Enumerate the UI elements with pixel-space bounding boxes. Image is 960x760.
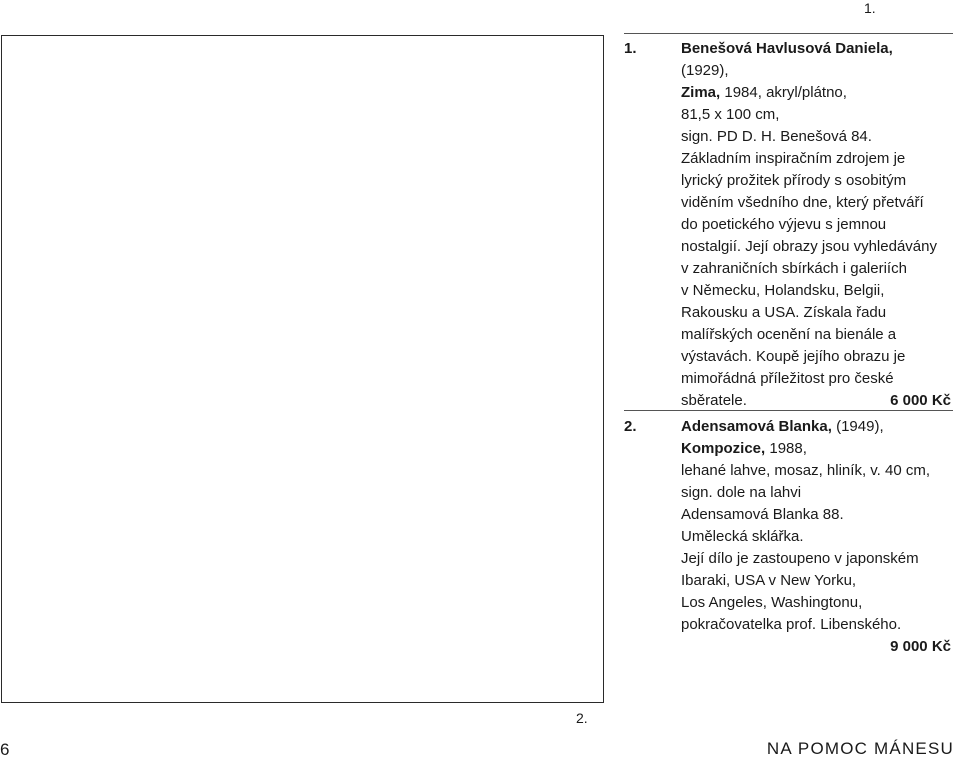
publication-title: NA POMOC MÁNESU [766, 739, 954, 758]
description-line: Umělecká sklářka. [681, 528, 804, 545]
artwork-signature: sign. PD D. H. Benešová 84. [681, 128, 872, 145]
artwork-dimensions: 81,5 x 100 cm, [681, 106, 780, 123]
description-line: Ibaraki, USA v New Yorku, [681, 572, 857, 589]
description-line: Základním inspiračním zdrojem je [681, 150, 906, 167]
price: 6 000 Kč [890, 392, 951, 409]
artist-name: Adensamová Blanka, [681, 418, 832, 435]
description-line: v Německu, Holandsku, Belgii, [681, 282, 885, 299]
description-line: sběratele. [681, 392, 747, 409]
description-line: v zahraničních sbírkách i galeriích [681, 260, 907, 277]
artist-years: (1929), [681, 62, 729, 79]
description-line: výstavách. Koupě jejího obrazu je [681, 348, 906, 365]
catalog-entry-2 [624, 416, 956, 658]
description-line: mimořádná příležitost pro české [681, 370, 894, 387]
price: 9 000 Kč [890, 638, 951, 655]
description-line: viděním všedního dne, který přetváří [681, 194, 924, 211]
description-line: nostalgií. Její obrazy jsou vyhledávány [681, 238, 937, 255]
artwork-title: Kompozice, [681, 440, 766, 457]
artist-name: Benešová Havlusová Daniela, [681, 40, 893, 57]
description-line: Los Angeles, Washingtonu, [681, 594, 863, 611]
description-line: malířských ocenění na bienále a [681, 326, 897, 343]
artwork-image-frame [1, 35, 604, 703]
page-number: 6 [0, 740, 10, 759]
description-line: pokračovatelka prof. Libenského. [681, 616, 902, 633]
entry-number: 2. [624, 418, 637, 435]
figure-label-1: 1. [864, 0, 876, 16]
description-line: sign. dole na lahvi [681, 484, 802, 501]
entry-number: 1. [624, 40, 637, 57]
divider-rule [624, 410, 953, 411]
figure-label-2: 2. [576, 710, 588, 726]
description-line: Adensamová Blanka 88. [681, 506, 844, 523]
description-line: lehané lahve, mosaz, hliník, v. 40 cm, [681, 462, 931, 479]
description-line: lyrický prožitek přírody s osobitým [681, 172, 907, 189]
artwork-details: 1988, [769, 440, 807, 457]
catalog-entry-1 [624, 38, 956, 412]
artwork-title: Zima, [681, 84, 721, 101]
divider-rule [624, 33, 953, 34]
description-line: Rakousku a USA. Získala řadu [681, 304, 887, 321]
description-line: Její dílo je zastoupeno v japonském [681, 550, 919, 567]
artist-years: (1949), [836, 418, 884, 435]
artwork-details: 1984, akryl/plátno, [724, 84, 847, 101]
description-line: do poetického výjevu s jemnou [681, 216, 887, 233]
